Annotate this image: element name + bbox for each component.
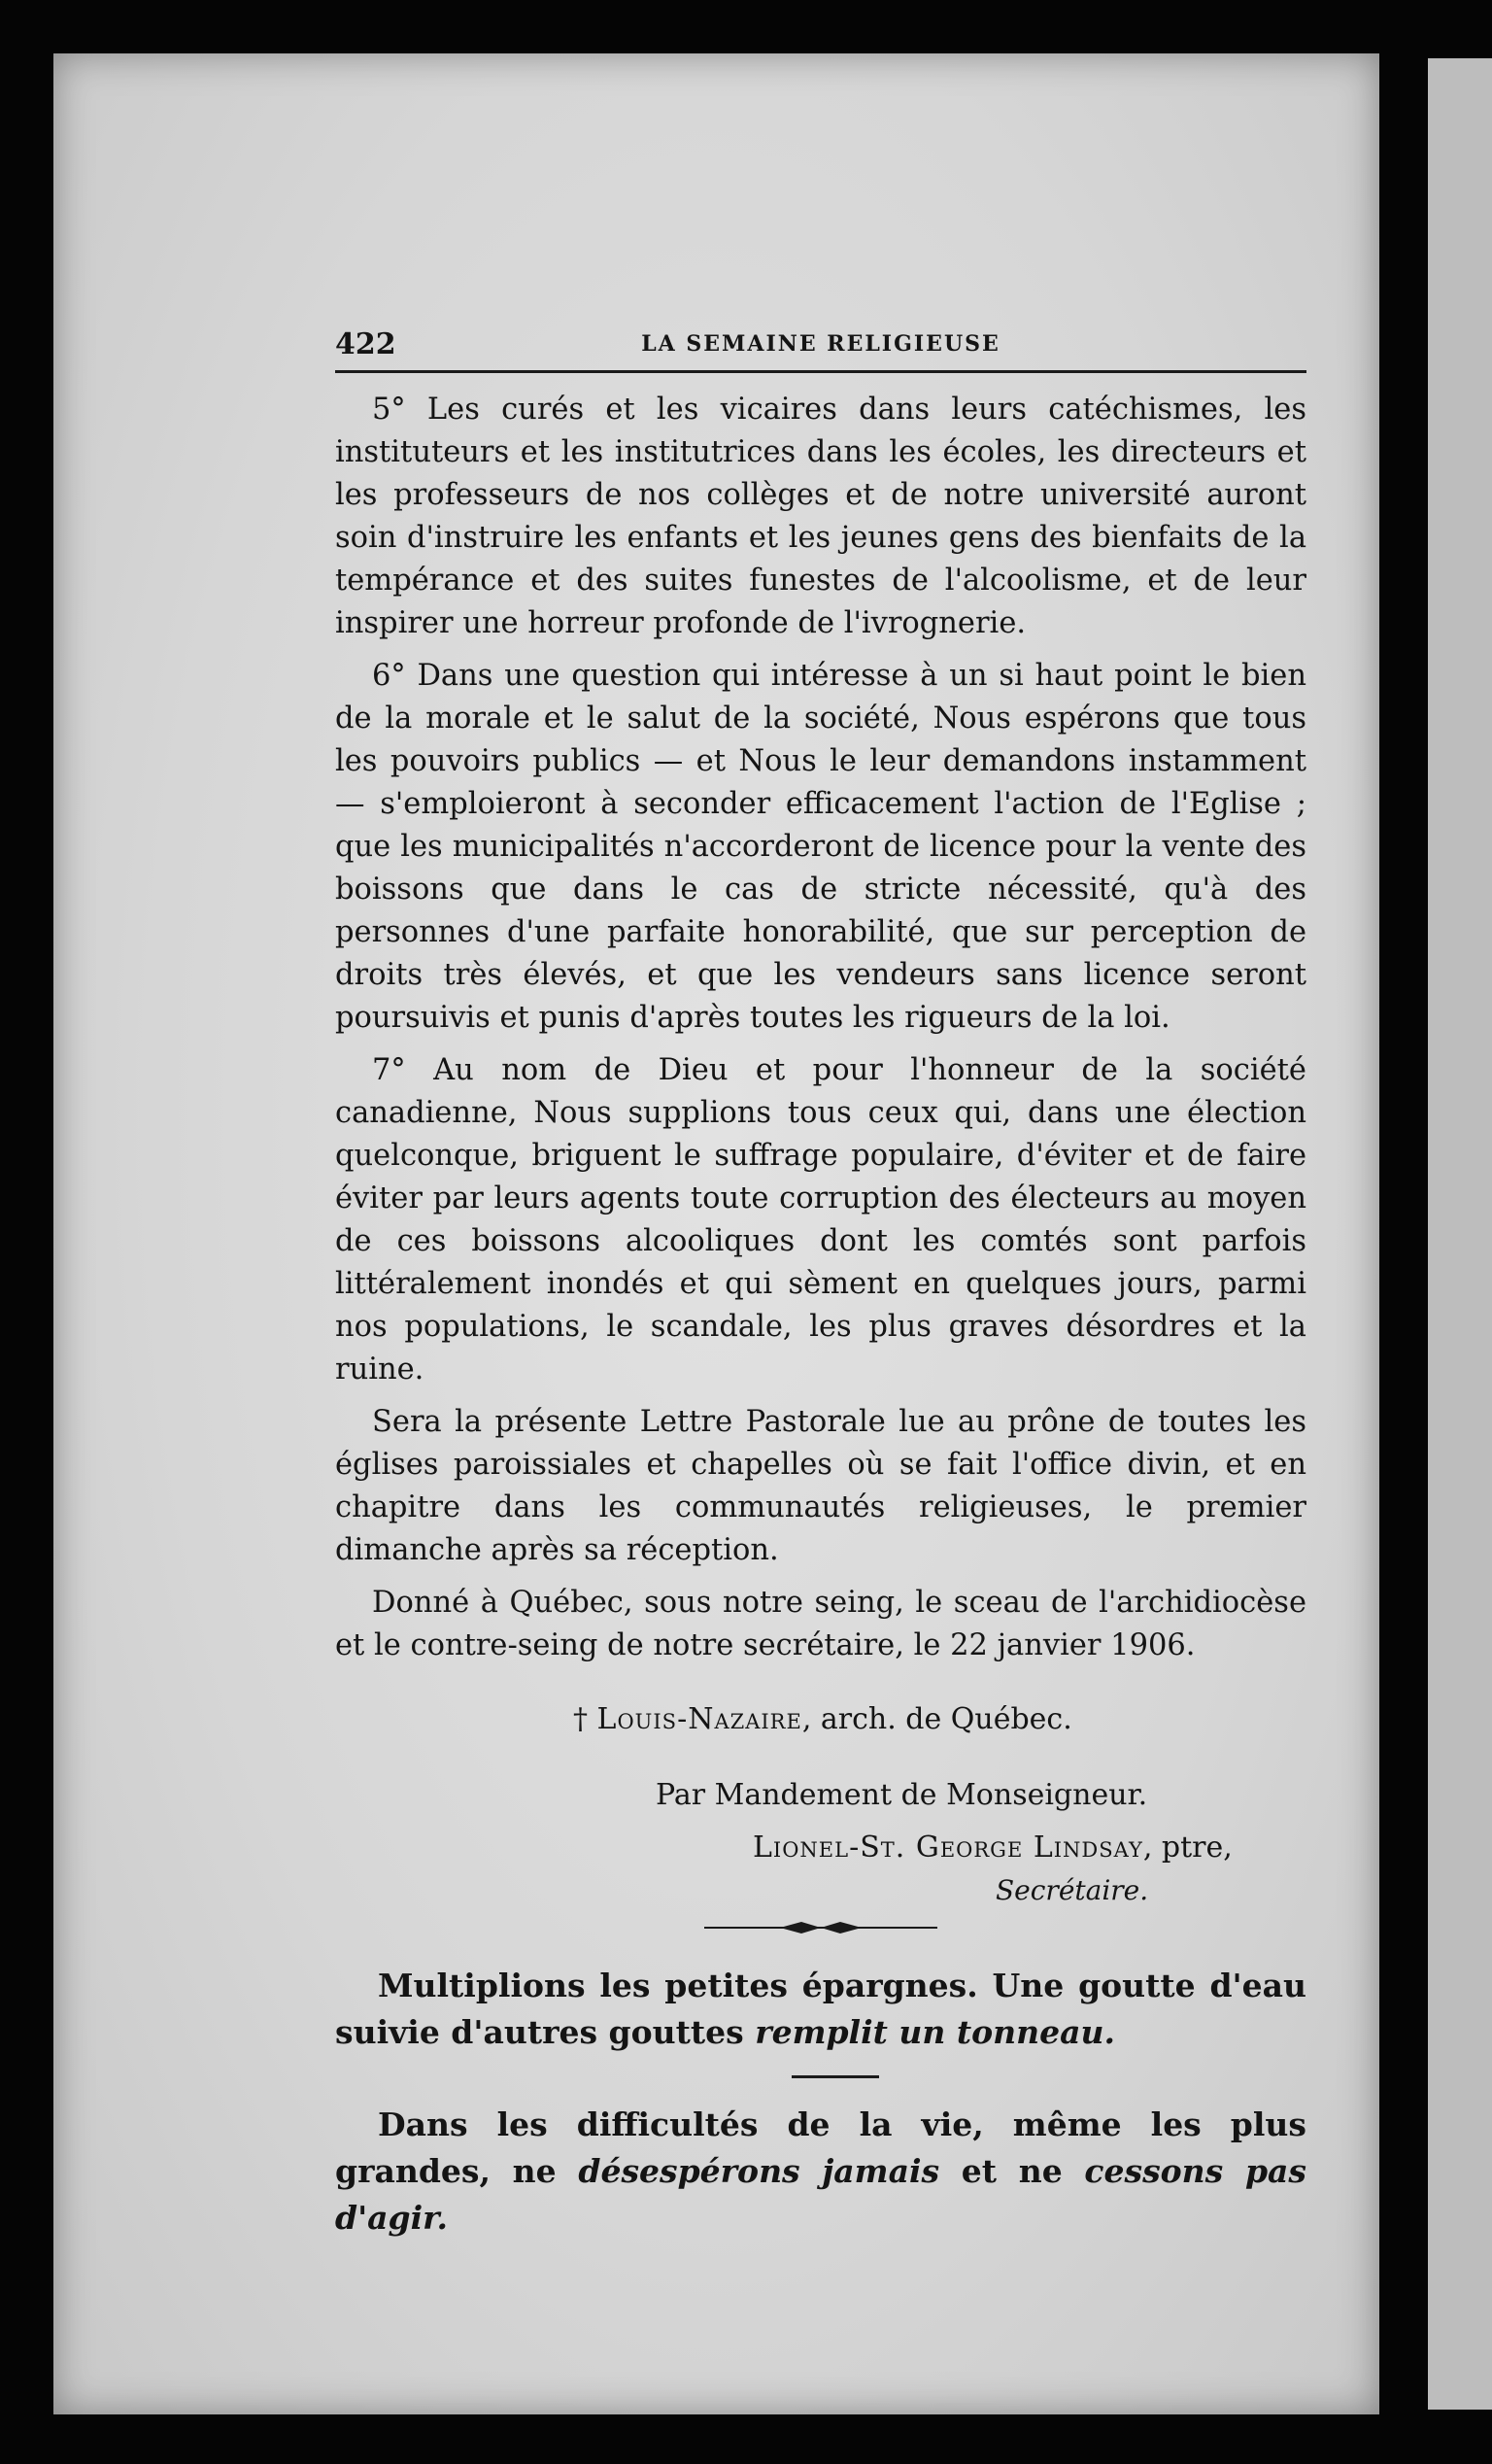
secretary-name: Lionel-St. George Lindsay <box>753 1831 1143 1865</box>
perseverance-emphasis-2: cessons pas d'agir. <box>335 2152 1306 2237</box>
archbishop-title: , arch. de Québec. <box>801 1702 1072 1736</box>
journal-title: LA SEMAINE RELIGIEUSE <box>641 331 1000 357</box>
running-header <box>335 316 1306 373</box>
dating-paragraph: Donné à Québec, sous notre seing, le sceau de l'archidiocèse et le contre-seing de notre secrétaire, le 22 janvier 1906. <box>335 1586 1306 1662</box>
book-page <box>53 53 1379 2414</box>
savings-maxim-emphasis: remplit un tonneau. <box>755 2013 1115 2051</box>
secretary-suffix: , ptre, <box>1142 1831 1233 1865</box>
archbishop-name: Louis-Nazaire <box>596 1702 802 1736</box>
closing-notes <box>335 1963 1306 2242</box>
paragraph-5: 5° Les curés et les vicaires dans leurs catéchismes, les instituteurs et les institutrices dans les écoles, les directeurs et les professeurs de nos collèges et de notre université auront soin d'instruire les enfants et les jeunes gens des bienfaits de la tempérance et des suites funestes de l'alcoolisme, et de leur inspirer une horreur profonde de l'ivrognerie. <box>335 393 1306 640</box>
short-divider <box>792 2075 879 2078</box>
cross-symbol: † <box>573 1702 588 1736</box>
page-number: 422 <box>335 327 396 361</box>
adjacent-page-edge <box>1428 58 1492 2410</box>
paragraph-7: 7° Au nom de Dieu et pour l'honneur de la société canadienne, Nous supplions tous ceux qui, dans une élection quelconque, briguent le suffrage populaire, d'éviter et de faire éviter par leurs agents toute corruption des électeurs au moyen de ces boissons alcooliques dont les comtés sont parfois littéralement inondés et qui sèment en quelques jours, parmi nos populations, le scandale, les plus graves désordres et la ruine. <box>335 1053 1306 1386</box>
secretary-title: Secrétaire. <box>996 1874 1149 1906</box>
mandate-line: Par Mandement de Monseigneur. <box>656 1778 1148 1812</box>
paragraph-6: 6° Dans une question qui intéresse à un si haut point le bien de la morale et le salut de la société, Nous espérons que tous les pouvoirs publics — et Nous le leur demandons instamment — s'emploieront à seconder efficacement l'action de l'Eglise ; que les municipalités n'accorderont de licence pour la vente des boissons que dans le cas de stricte nécessité, qu'à des personnes d'une parfaite honorabilité, que sur perception de droits très élevés, et que les vendeurs sans licence seront poursuivis et punis d'après toutes les rigueurs de la loi. <box>335 659 1306 1035</box>
savings-maxim: Multiplions les petites épargnes. Une goutte d'eau suivie d'autres gouttes remplit un tonneau. <box>335 1967 1306 2051</box>
reading-instruction-paragraph: Sera la présente Lettre Pastorale lue au prône de toutes les églises paroissiales et chapelles où se fait l'office divin, et en chapitre dans les communautés religieuses, le premier dimanche après sa réception. <box>335 1405 1306 1567</box>
perseverance-emphasis-1: désespérons jamais <box>578 2152 940 2190</box>
signature-block <box>335 1698 1306 1912</box>
page-content <box>335 316 1306 2242</box>
perseverance-maxim: Dans les difficultés de la vie, même les plus grandes, ne désespérons jamais et ne cessons pas d'agir. <box>335 2105 1306 2237</box>
secretary-signature <box>753 1827 1306 1869</box>
body-text <box>335 389 1306 1667</box>
ornamental-divider <box>704 1920 937 1935</box>
archbishop-signature <box>573 1698 1306 1741</box>
